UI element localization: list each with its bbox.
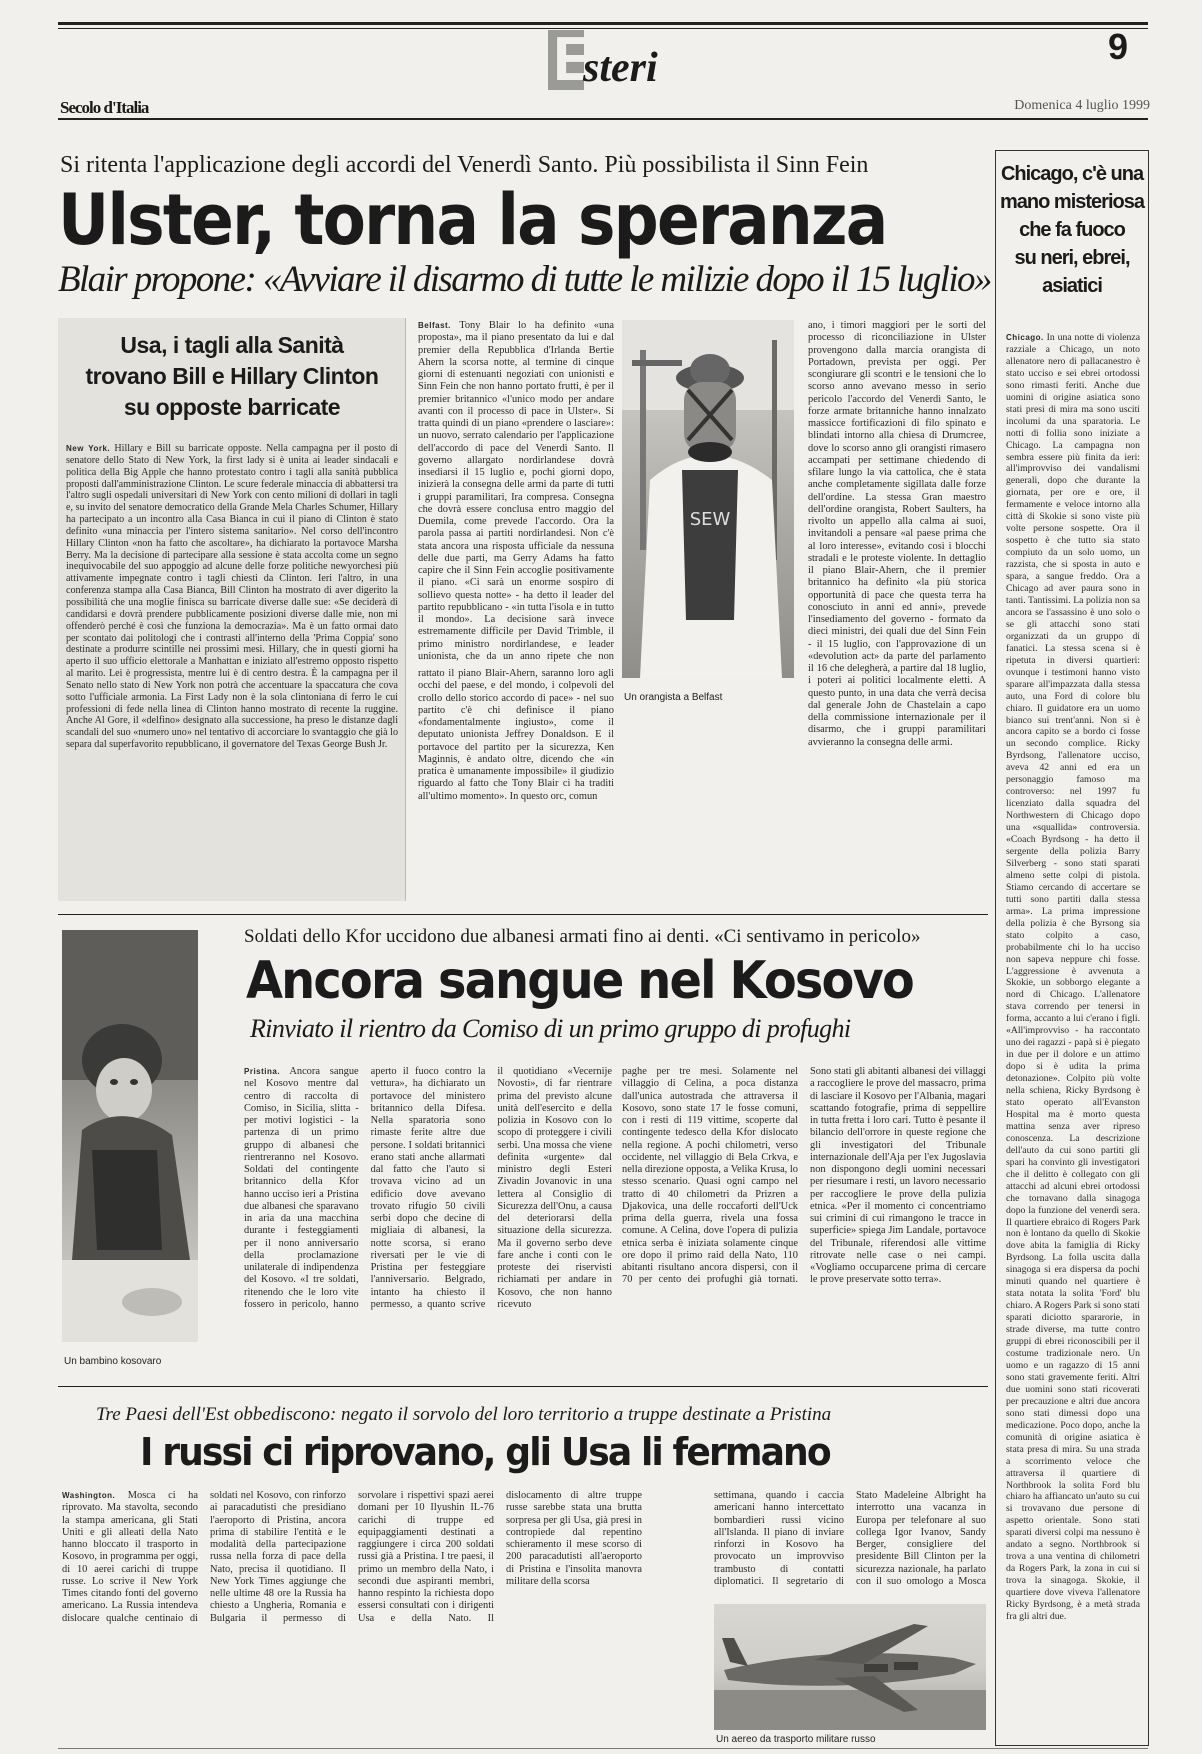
article-body: settimana, quando i caccia americani hanno intercettato bombardieri russi vicino all'Islanda. Il piano di inviare rinforzi in Kosovo ha provocato un improvviso trambusto di contatti diplomatici. Il segretario di Stato Madeleine Albright ha interrotto una vacanza in Europa per telefonare al suo collega Igor Ivanov, Sandy Berger, consigliere del presidente Bill Clinton per la sicurezza nazionale, ha parlato con il suo omologo a Mosca [714, 1490, 986, 1587]
clinton-headline-line: trovano Bill e Hillary Clinton [85, 363, 379, 389]
masthead: Secolo d'Italia [60, 98, 149, 117]
svg-text:SEW: SEW [689, 509, 731, 530]
dateline: Pristina. [244, 1067, 281, 1076]
article-body: rattato il piano Blair-Ahern, saranno loro agli occhi del paese, e del mondo, i colpevoli del crollo dello storico accordo di pace» - nel suo partito c'è chi definisce il piano «fondamentalmente ingiusto», come il deputato unionista Jeffrey Donaldson. E il portavoce del partito per la sicurezza, Ken Maginnis, è andato oltre, dicendo che «in pratica è umanamente impossibile» il giudizio riguardo al fatto che Tony Blair ci ha traditi all'ultimo momento». In questo orc, comun [418, 668, 614, 802]
kosovo-kicker: Soldati dello Kfor uccidono due albanesi armati fino ai denti. «Ci sentivamo in pericolo» [244, 926, 921, 947]
article-body: Hillary e Bill su barricate opposte. Nella campagna per il posto di senatore dello Stato di New York, la first lady si è unita ai leader sindacali e politica della Big Apple che hanno protestato contro i tagli alla sanità pubblica proposti dall'amministrazione Clinton. Le scure federale minaccia di abbattersi tra l'altro sugli ospedali universitari di New York con cento milioni di dollari in tagli e, su invito del senatore democratico della Grande Mela Charles Schumer, Hillary ha partecipato a un incontro alla Casa Bianca in cui il piano di Clinton è stato definito «una minaccia per l'intero sistema sanitario». Nel corso dell'incontro Hillary Clinton «non ha fatto che ascoltare», ha dichiarato la portavoce Marsha Berry. Ma la decisione di partecipare alla sessione è stata accolta come un segno inequivocabile del suo appoggio ad alcune delle forze politiche newyorchesi più attivamente impegnate contro i tagli chiesti da Clinton. Ieri l'altro, in una conferenza stampa alla Casa Bianca, Bill Clinton ha mostrato di aver digerito la possibilità che una moglie finisca su barricate diverse dalle sue: «Se deciderà di candidarsi e dovrà prendere pubblicamente posizioni diverse dalle mie, non mi offenderò perché è così che funziona la democrazia». Ma è un fatto ormai dato per scontato dai politologi che i contrasti all'interno della 'Prima Coppia' sono destinate a produrre scintille nei prossimi mesi. Hillary, che in questi giorni ha aperto il suo ufficio elettorale a Manhattan e iniziato all'estremo opposto rispetto al marito. Lei è progressista, mentre lui è di centro destra. È la campagna per il Senato nello stato di New York non potrà che accentuare la spaccatura che cova sotto l'ufficiale armonia. La First Lady non è la sola clintoniana di ferro le cui professioni di fede nella linea di Clinton hanno mostrato di recente la ruggine. Anche Al Gore, il «delfino» designato alla successione, ha preso le distanze dagli scandali del suo «numero uno» nel tentativo di accorciare lo svantaggio che già lo separa dal superfavorito repubblicano, il governatore del Texas George Bush Jr. [66, 443, 398, 751]
russi-kicker: Tre Paesi dell'Est obbediscono: negato il sorvolo del loro territorio a truppe destinate a Pristina [96, 1404, 832, 1425]
ulster-kicker: Si ritenta l'applicazione degli accordi del Venerdì Santo. Più possibilista il Sinn Fein [60, 152, 869, 178]
russi-article-col2 [714, 1490, 986, 1600]
chicago-article [1006, 332, 1140, 1736]
clinton-article [66, 443, 398, 895]
ulster-headline: Ulster, torna la speranza [58, 179, 887, 261]
dateline: Washington. [62, 1491, 116, 1500]
chicago-headline-line: su neri, ebrei, [1014, 247, 1130, 269]
kosovo-subtitle: Rinviato il rientro da Comiso di un primo gruppo di profughi [250, 1014, 851, 1043]
date: Domenica 4 luglio 1999 [1014, 98, 1150, 113]
article-body: ano, i timori maggiori per le sorti del processo di riconciliazione in Ulster provengono dalla marcia orangista di Portadown, prevista per oggi. Per scongiurare gli scontri e le tensioni che lo scorso anno avevano messo in serio pericolo l'accordo del Venerdì Santo, le forze armate britanniche hanno innalzato massicce fortificazioni di filo spinato e blindati intorno alla chiesa di Drumcree, dove lo scorso anno gli orangisti rimasero accampati per settimane chiedendo di sfilare lungo la via cattolica, che è stata anche completamente sigillata dalle forze dell'ordine. La stessa Gran maestro dell'ordine orangista, Robert Saulters, ha rivolto un appello alla calma ai suoi, invitandoli a pensare «al paese prima che al loro interesse», evitando così i blocchi stradali e le proteste violente. In dettaglio il piano Blair-Ahern, che il premier britannico ha definito «la più storica opportunità di pace che questa terra ha conosciuto in anni ed anni», prevede l'insediamento del governo - formato da dieci ministri, dei quali due del Sinn Fein - il 15 luglio, con l'approvazione di un «devolution act» da parte del parlamento il 16 che delegherà, a partire dal 18 luglio, i poteri ai politici localmente eletti. A questo punto, in una data che verrà decisa dal generale John de Chastelain a capo della commissione internazionale per il disarmo, che i gruppi paramilitari avvieranno la consegna delle armi. [808, 320, 986, 748]
top-rule-thin [58, 28, 1148, 29]
kosovo-rule [58, 914, 988, 915]
chicago-headline-line: mano misteriosa [1000, 191, 1144, 213]
section-title: steri [583, 45, 658, 91]
orangist-photo [622, 320, 794, 678]
chicago-headline [998, 160, 1146, 300]
dateline: Chicago. [1006, 333, 1044, 342]
clinton-headline-line: Usa, i tagli alla Sanità [120, 332, 344, 358]
article-body: Tony Blair lo ha definito «una proposta», ma il piano presentato da lui e dal premier della Repubblica d'Irlanda Bertie Ahern la scorsa notte, al termine di cinque giorni di estenuanti negoziati con unionisti e Sinn Fein che non hanno portato frutti, è per il premier britannico «l'unico modo per andare avanti con il processo di pace in Ulster». Si tratta quindi di un piano «prendere o lasciare»: un nuovo, serrato calendario per l'applicazione dell'accordo di pace del Venerdì Santo. Il governo allargato nordirlandese dovrà insediarsi il 15 luglio e, pochi giorni dopo, inizierà la consegna delle armi da parte di tutti i gruppi paramilitari, Ira compresa. Consegna che dovrà essere conclusa entro maggio del Duemila, come prevede l'accordo. Ora la parola passa ai partiti nordirlandesi. Non c'è stata ancora una risposta ufficiale da nessuna delle due parti, ma Gerry Adams ha fatto capire che il Sinn Fein accoglie positivamente il piano. «Ci sarà un enorme sospiro di sollievo questa notte» - ha detto il leader del partito repubblicano - «in tutta l'isola e in tutto il mondo». La decisione sarà invece estremamente difficile per David Trimble, il primo ministro nordirlandese, e leader unionista, che da un anno ripete che non [418, 320, 614, 662]
header-rule [58, 118, 1148, 120]
plane-illustration [714, 1604, 986, 1730]
ulster-article-col1-continued [418, 668, 614, 898]
dateline: Belfast. [418, 321, 451, 330]
orangist-illustration [622, 320, 794, 678]
article-body: Mosca ci ha riprovato. Ma stavolta, secondo la stampa americana, gli Stati Uniti e gli alleati della Nato hanno bloccato il trasporto in Kosovo, in programma per oggi, di 10 aerei carichi di truppe russe. Lo scrive il New York Times citando fonti del governo americano. La Russia intendeva dislocare qualche centinaio di soldati nel Kosovo, con rinforzo ai paracadutisti che presidiano l'aeroporto di Pristina, ancora prima di stabilire l'entità e le modalità della partecipazione russa nella forza di pace della Nato, precisa il quotidiano. Il New York Times aggiunge che nelle ultime 48 ore la Russia ha chiesto a Ungheria, Romania e Bulgaria il permesso di sorvolare i rispettivi spazi aerei domani per 10 Ilyushin IL-76 carichi di truppe ed equipaggiamenti destinati a raggiungere i circa 200 soldati russi già a Pristina. I tre paesi, il primo un membro della Nato, i secondi due aspiranti membri, hanno respinto la richiesta dopo essersi consultati con i dirigenti Usa e della Nato. Il dislocamento di altre truppe russe sarebbe stata una brutta sorpresa per gli Usa, già presi in contropiede dal repentino schieramento il mese scorso di 200 paracadutisti all'aeroporto di Pristina e l'insolita manovra militare della scorsa [62, 1490, 642, 1624]
article-body: Ancora sangue nel Kosovo mentre dal centro di raccolta di Comiso, in Sicilia, slitta - per motivi logistici - la partenza di un primo gruppo di albanesi che rientreranno nel Kosovo. Soldati del contingente britannico della Kfor hanno ucciso ieri a Pristina due albanesi che sparavano in aria da una macchina durante i festeggiamenti per il nono anniversario della proclamazione unilaterale di indipendenza del Kosovo. «I tre soldati, ritenendo che le loro vite fossero in pericolo, hanno aperto il fuoco contro la vettura», ha dichiarato un portavoce del ministero britannico della Difesa. Nella sparatoria sono rimaste ferite altre due persone. I soldati britannici erano stati anche allarmati dal fatto che l'auto si trovava vicino ad un edificio dove avevano trovato rifugio 50 civili serbi dopo che decine di migliaia di albanesi, la notte scorsa, si erano riversati per le vie di Pristina per festeggiare l'anniversario. Belgrado, intanto ha chiesto il permesso, a quanto scrive il quotidiano «Vecernije Novosti», di far rientrare prima del previsto alcune unità dell'esercito e della polizia in Kosovo con lo scopo di proteggere i civili serbi. Una mossa che viene definita «urgente» dal ministro degli Esteri Zivadin Jovanovic in una lettera al Consiglio di Sicurezza dell'Onu, a causa del deteriorarsi della situazione della sicurezza. Ma il governo serbo deve fare anche i conti con le proteste dei riservisti richiamati per andare in Kosovo, che non hanno ricevuto [244, 1066, 612, 1310]
chicago-headline-line: asiatici [1042, 275, 1102, 297]
russi-headline: I russi ci riprovano, gli Usa li fermano [140, 1430, 830, 1474]
russi-rule [58, 1386, 988, 1387]
kosovo-caption: Un bambino kosovaro [64, 1356, 162, 1367]
russi-article-col1 [62, 1490, 642, 1740]
kosovo-article-col2 [622, 1066, 986, 1370]
ulster-article-col2 [808, 320, 986, 900]
kosovo-headline: Ancora sangue nel Kosovo [246, 951, 913, 1011]
child-illustration [62, 930, 198, 1342]
bottom-rule [58, 1748, 1148, 1749]
article-body: paghe per tre mesi. Solamente nel villaggio di Celina, a poca distanza dall'unica autostrada che attraversa il Kosovo, sono state 17 le fosse comuni, con i resti di 119 vittime, scoperte dal contingente tedesco della Kfor dislocato nella regione. A pochi chilometri, verso occidente, nel villaggio di Bela Crkva, e nella direzione opposta, a Velika Krusa, lo stesso scenario. Quasi ogni campo nel tratto di 40 chilometri da Prizren a Djakovica, una delle roccaforti dell'Uck prima della guerra, rivela una fossa comune. A Celina, dove l'opera di pulizia etnica serba è iniziata solamente cinque ore dopo il primo raid della Nato, 110 abitanti risultano ancora dispersi, con il 70 per cento dei profughi già tornati. Sono stati gli abitanti albanesi dei villaggi a raccogliere le prove del massacro, prima di lasciare il Kosovo per l'Albania, magari scattando fotografie, prima di seppellire in tutta fretta i loro cari. Tutto è pesante il bilancio dell'orrore in queste regione che gli investigatori del Tribunale internazionale dell'Aja per l'ex Jugoslavia non dispongono degli uomini necessari per riesumare i resti, un lavoro necessario per raccogliere le prove della pulizia etnica. «Per il momento ci concentriamo sui crimini di cui rimangono le tracce in superficie» spiega Jim Landale, portavoce del Tribunale, riferendosi alle vittime ritrovate nelle case o nei campi. «Vogliamo occuparcene prima di cercare le prove preservate sotto terra». [622, 1066, 986, 1286]
clinton-headline [62, 330, 402, 423]
dateline: New York. [66, 444, 111, 453]
chicago-headline-line: Chicago, c'è una [1000, 163, 1144, 185]
section-initial: E [553, 25, 595, 94]
section-logo [548, 25, 678, 94]
kosovo-article-col1 [244, 1066, 612, 1370]
top-rule [58, 22, 1148, 25]
kosovo-photo [62, 930, 198, 1342]
orangist-caption: Un orangista a Belfast [624, 692, 723, 703]
ulster-article-col1 [418, 320, 614, 662]
plane-photo [714, 1604, 986, 1730]
page-number: 9 [1108, 26, 1129, 67]
ulster-subtitle: Blair propone: «Avviare il disarmo di tutte le milizie dopo il 15 luglio» [58, 259, 991, 300]
clinton-headline-line: su opposte barricate [123, 394, 341, 420]
article-body: In una notte di violenza razziale a Chicago, un noto allenatore nero di pallacanestro è stato ucciso e sei ebrei ortodossi sono rimasti feriti. Anche due uomini di origine asiatica sono stati presi di mira ma sono usciti incolumi da una sparatoria. Le notti di follia sono iniziate a Chicago. La campagna non sembra essere più finita da ieri: all'improvviso dei vandalismi generali, dopo che durante la giornata, per ore e ore, il fermamente e veloce intorno alla città di Skokie si sono viste più volte persone sospette. Ora il sospetto è che tutto sia stato compiuto da un solo uomo, un razzista, che si sposta in auto e spara, a sangue freddo. Ora a Chicago ad aver paura sono in tanti. Tantissimi. La polizia non sa ancora se l'assassino è uno solo o se gli attacchi sono stati organizzati da un gruppo di fanatici. La stessa scena si è ripetuta in diversi quartieri: ovunque i testimoni hanno visto sparare all'impazzata dalla stessa auto, una Ford di colore blu chiaro. Il guidatore era un uomo bianco sui trent'anni. Non si è ancora capito se a bordo ci fosse un secondo complice. Ricky Byrdsong, l'allenatore ucciso, aveva 42 anni ed era un personaggio famoso ma controverso: nel 1997 fu licenziato dalla squadra del Northwestern di Chicago dopo una «squallida» controversia. «Coach Byrdsong - ha detto il sergente della polizia Barry Silverberg - sono stati sparati almeno sette colpi di pistola. Stiamo cercando di accertare se tutti sono partiti dalla stessa arma». La prima impressione della polizia è che Byrsong sia stato colpito a caso, probabilmente chi lo ha ucciso non sapeva neppure chi fosse. L'aggressione è avvenuta a Skokie, un sobborgo elegante a nord di Chicago. L'allenatore stava correndo per tenersi in forma, accanto a lui c'erano i figli. «All'improvviso - ha raccontato uno dei ragazzi - papà si è piegato in due per il dolore e un attimo dopo si è udita la prima detonazione». Colpito più volte nella schiena, Ricky Byrdsong è stato operato all'Evanston Hospital ma è morto questa mattina senza aver ripreso conoscenza. La descrizione dell'auto da cui sono partiti gli spari ha convinto gli investigatori che il delitto è collegato con gli attacchi ad alcuni ebrei ortodossi che tornavano dalla sinagoga dopo la funzione del venerdì sera. Il quartiere ebraico di Rogers Park non è lontano da quello di Skokie dove abita la famiglia di Ricky Byrdsong. La folla uscita dalla sinagoga si era dispersa da pochi minuti quando nel quartiere è stata notata la solita 'Ford' blu chiaro. A Rogers Park si sono stati sparati diciotto spararorie, in strade diverse, ma tutte contro gruppi di ebrei riconoscibili per il costume tradizionale nero. Un uomo e un ragazzo di 15 anni sono stati gravemente feriti. Altri due uomini sono stati ricoverati per precauzione e altri due ancora sono stati dimessi dopo una medicazione. Poco dopo, anche la comunità di origine asiatica è stata presa di mira. Su una strada a scorrimento veloce che attraversa il quartiere di Northbrook la solita Ford blu chiaro ha affiancato un'auto su cui si trovavano due persone di aspetto orientale. Sono stati sparati diversi colpi ma nessuno è andato a segno. Northbrook si trova a una ventina di chilometri da Rogers Park, la zona in cui si trova la sinagoga. Skokie, il quartiere dove viveva l'allenatore Ricky Byrdsong, è a metà strada fra gli altri due. [1006, 332, 1140, 1622]
plane-caption: Un aereo da trasporto militare russo [716, 1734, 876, 1745]
chicago-headline-line: che fa fuoco [1019, 219, 1125, 241]
